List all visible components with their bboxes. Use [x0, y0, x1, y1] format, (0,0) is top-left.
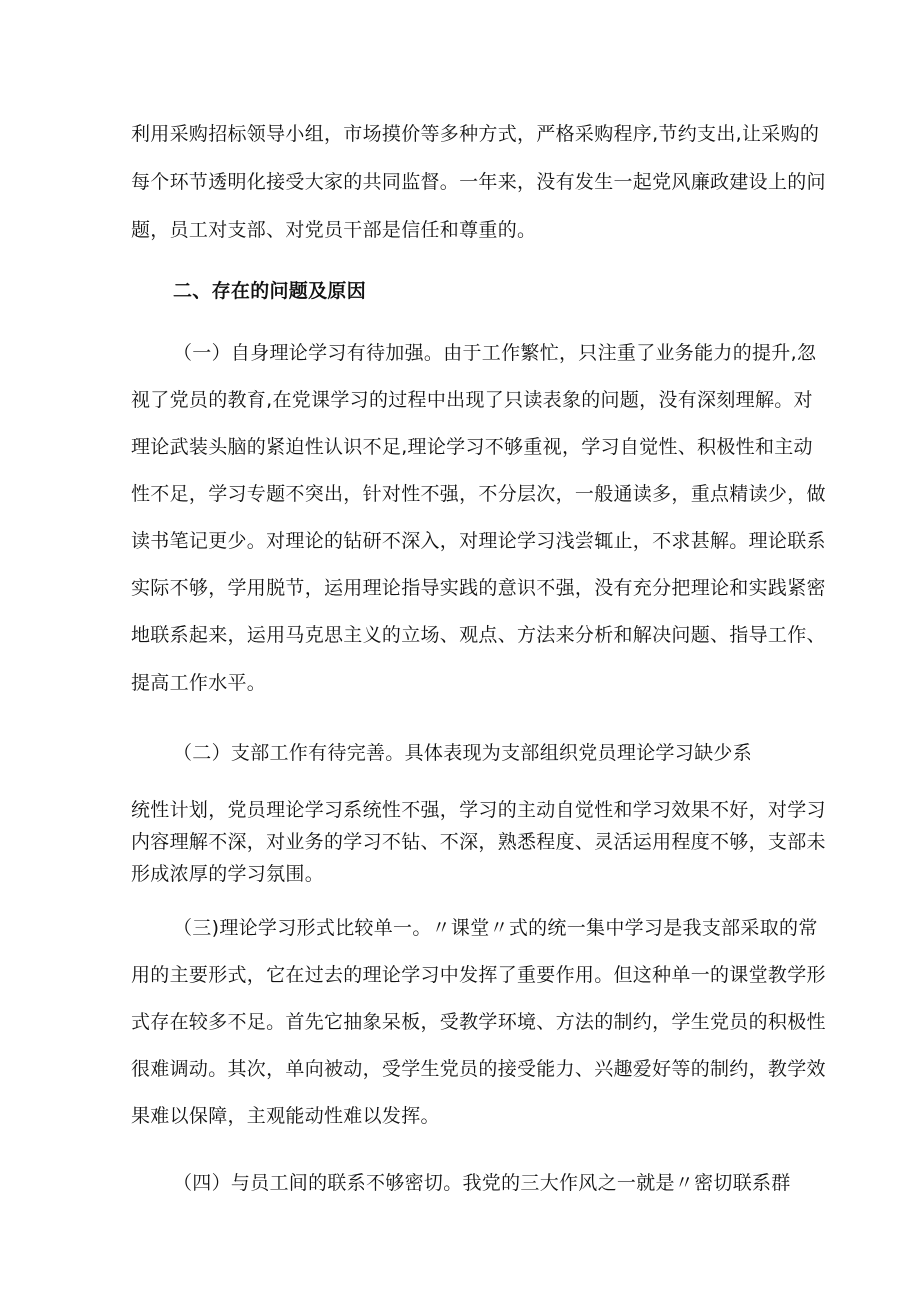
paragraph-line: （一）自身理论学习有待加强。由于工作繁忙，只注重了业务能力的提升,忽 [173, 342, 817, 364]
paragraph-line: 统性计划，党员理论学习系统性不强，学习的主动自觉性和学习效果不好，对学习 [131, 799, 826, 821]
paragraph-line: 利用采购招标领导小组，市场摸价等多种方式，严格采购程序,节约支出,让采购的 [131, 123, 820, 145]
paragraph-line: 理论武装头脑的紧迫性认识不足,理论学习不够重视，学习自觉性、积极性和主动 [131, 436, 813, 458]
paragraph-line: 果难以保障，主观能动性难以发挥。 [131, 1105, 440, 1127]
paragraph-line: 读书笔记更少。对理论的钻研不深入，对理论学习浅尝辄止，不求甚解。理论联系 [131, 530, 826, 552]
paragraph-line: （二）支部工作有待完善。具体表现为支部组织党员理论学习缺少系 [173, 742, 753, 764]
paragraph-line: 提高工作水平。 [131, 672, 267, 694]
paragraph-line: 内容理解不深，对业务的学习不钻、不深，熟悉程度、灵活运用程度不够，支部未 [131, 831, 826, 853]
paragraph-line: 用的主要形式，它在过去的理论学习中发挥了重要作用。但这种单一的课堂教学形 [131, 964, 826, 986]
paragraph-line: 式存在较多不足。首先它抽象呆板，受教学环境、方法的制约，学生党员的积极性 [131, 1011, 826, 1033]
paragraph-line: 每个环节透明化接受大家的共同监督。一年来，没有发生一起党风廉政建设上的问 [131, 171, 826, 193]
paragraph-line: 题，员工对支部、对党员干部是信任和尊重的。 [131, 219, 537, 241]
paragraph-line: 地联系起来，运用马克思主义的立场、观点、方法来分析和解决问题、指导工作、 [131, 624, 826, 646]
paragraph-line: 性不足，学习专题不突出，针对性不强，不分层次，一般通读多，重点精读少，做 [131, 483, 826, 505]
paragraph-line: （三)理论学习形式比较单一。〃课堂〃式的统一集中学习是我支部采取的常 [173, 917, 818, 939]
section-heading: 二、存在的问题及原因 [173, 280, 367, 302]
paragraph-line: 很难调动。其次，单向被动，受学生党员的接受能力、兴趣爱好等的制约，教学效 [131, 1058, 826, 1080]
paragraph-line: 实际不够，学用脱节，运用理论指导实践的意识不强，没有充分把理论和实践紧密 [131, 577, 826, 599]
paragraph-line: （四）与员工间的联系不够密切。我党的三大作风之一就是〃密切联系群 [173, 1172, 791, 1194]
paragraph-line: 视了党员的教育,在党课学习的过程中出现了只读表象的问题，没有深刻理解。对 [131, 389, 813, 411]
paragraph-line: 形成浓厚的学习氛围。 [131, 863, 325, 885]
